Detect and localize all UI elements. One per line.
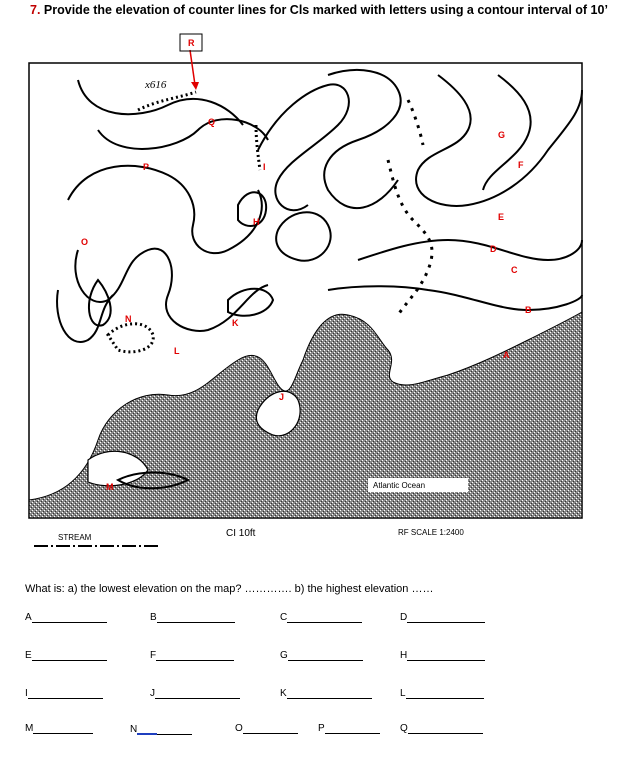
answer-letter: N bbox=[130, 724, 138, 735]
answer-blank-line bbox=[287, 688, 372, 699]
question-text: Provide the elevation of counter lines for Cls marked with letters using a contour interval of 10’ bbox=[43, 3, 608, 17]
answer-blank-line bbox=[32, 612, 107, 623]
answer-blank-line bbox=[32, 650, 107, 661]
answer-blank-line bbox=[407, 650, 485, 661]
answer-Q[interactable] bbox=[400, 723, 483, 734]
ocean-label: Atlantic Ocean bbox=[373, 481, 426, 490]
answer-L[interactable] bbox=[400, 688, 484, 699]
answer-B[interactable] bbox=[150, 612, 235, 623]
label-A: A bbox=[503, 350, 510, 360]
answer-blank-line bbox=[407, 612, 485, 623]
answer-F[interactable] bbox=[150, 650, 234, 661]
label-E: E bbox=[498, 212, 505, 222]
answer-blank-line bbox=[325, 723, 380, 734]
answer-blank-line bbox=[157, 724, 192, 735]
trail-dotted bbox=[408, 100, 423, 145]
trail-dotted bbox=[138, 92, 196, 110]
answer-letter: L bbox=[400, 688, 406, 699]
stream-label: STREAM bbox=[58, 533, 92, 542]
label-H: H bbox=[253, 217, 260, 227]
answer-P[interactable] bbox=[318, 723, 380, 734]
answer-letter: G bbox=[280, 650, 288, 661]
label-M: M bbox=[106, 482, 114, 492]
scale-label: RF SCALE 1:2400 bbox=[398, 528, 464, 537]
answer-J[interactable] bbox=[150, 688, 240, 699]
r-arrow bbox=[190, 50, 195, 85]
answer-blank-line bbox=[243, 723, 298, 734]
answer-blank-line bbox=[28, 688, 103, 699]
answer-G[interactable] bbox=[280, 650, 363, 661]
answer-letter: H bbox=[400, 650, 408, 661]
label-O: O bbox=[81, 237, 89, 247]
answer-D[interactable] bbox=[400, 612, 485, 623]
ci-label: CI 10ft bbox=[226, 528, 256, 539]
topographic-map bbox=[28, 30, 584, 570]
label-P: P bbox=[143, 162, 150, 172]
answer-blank-line bbox=[33, 723, 93, 734]
answer-letter: E bbox=[25, 650, 32, 661]
label-R: R bbox=[188, 38, 195, 48]
question-title bbox=[30, 3, 608, 17]
answer-letter: Q bbox=[400, 723, 408, 734]
label-F: F bbox=[518, 160, 524, 170]
answer-A[interactable] bbox=[25, 612, 107, 623]
label-K: K bbox=[232, 318, 239, 328]
answer-N[interactable] bbox=[130, 723, 192, 735]
answer-K[interactable] bbox=[280, 688, 372, 699]
answer-blank-line bbox=[406, 688, 484, 699]
answer-O[interactable] bbox=[235, 723, 298, 734]
sub-question-b: b) the highest elevation …… bbox=[294, 583, 434, 595]
sub-question-a: a) the lowest elevation on the map? …………. bbox=[67, 583, 292, 595]
label-L: L bbox=[174, 346, 180, 356]
question-number: 7. bbox=[30, 3, 41, 17]
answer-letter: D bbox=[400, 612, 408, 623]
answer-C[interactable] bbox=[280, 612, 362, 623]
answer-letter: M bbox=[25, 723, 34, 734]
sub-question bbox=[25, 583, 433, 595]
answer-I[interactable] bbox=[25, 688, 103, 699]
label-C: C bbox=[511, 265, 518, 275]
answer-blank-line bbox=[155, 688, 240, 699]
answer-blank-line bbox=[137, 723, 157, 735]
answer-blank-line bbox=[408, 723, 483, 734]
label-I: I bbox=[263, 162, 266, 172]
answer-letter: P bbox=[318, 723, 325, 734]
label-N: N bbox=[125, 314, 132, 324]
label-Q: Q bbox=[208, 117, 216, 127]
sub-question-lead: What is: bbox=[25, 583, 65, 595]
answer-letter: C bbox=[280, 612, 288, 623]
answer-letter: O bbox=[235, 723, 243, 734]
label-B: B bbox=[525, 305, 532, 315]
answer-blank-line bbox=[288, 650, 363, 661]
answer-letter: A bbox=[25, 612, 32, 623]
answer-blank-line bbox=[287, 612, 362, 623]
answer-letter: I bbox=[25, 688, 28, 699]
handwritten-note: x616 bbox=[145, 79, 167, 91]
answer-letter: K bbox=[280, 688, 287, 699]
island-dotted bbox=[108, 324, 153, 352]
label-D: D bbox=[490, 244, 497, 254]
label-G: G bbox=[498, 130, 506, 140]
answer-H[interactable] bbox=[400, 650, 485, 661]
answer-E[interactable] bbox=[25, 650, 107, 661]
answer-letter: B bbox=[150, 612, 157, 623]
label-J: J bbox=[279, 392, 285, 402]
answer-blank-line bbox=[157, 612, 235, 623]
answer-M[interactable] bbox=[25, 723, 93, 734]
answer-letter: F bbox=[150, 650, 157, 661]
answer-letter: J bbox=[150, 688, 155, 699]
answer-blank-line bbox=[156, 650, 234, 661]
